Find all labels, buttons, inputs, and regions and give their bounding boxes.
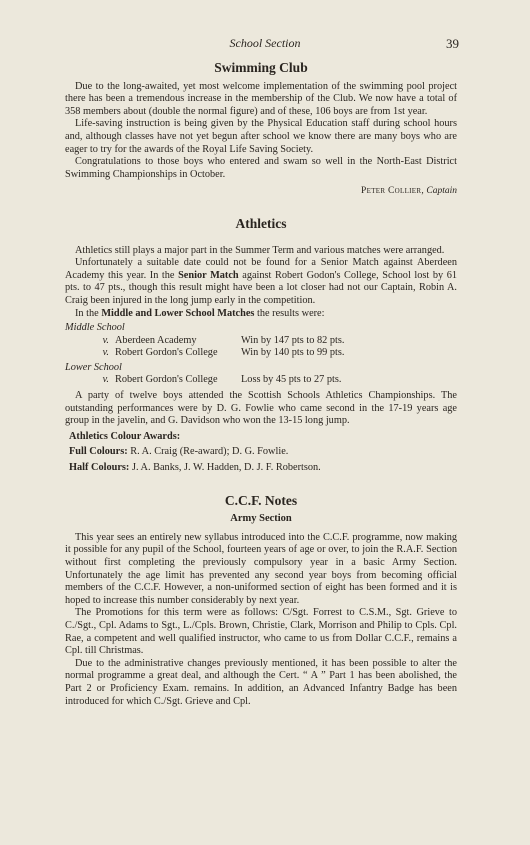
swimming-heading: Swimming Club <box>214 60 308 75</box>
athletics-heading: Athletics <box>235 215 287 231</box>
ccf-paragraph: Due to the administrative changes previously mentioned, it has been possible to alter the normal programme a great deal, and although the Cert. “ A ” Part 1 has been abolished, the Part 2 or Proficiency Exam. remains. In addition, an Advanced Infantry Badge has been introduced for which C./Sgt. Grieve and Cpl. <box>65 657 457 707</box>
result: Win by 140 pts to 99 pts. <box>241 347 345 359</box>
swimming-paragraph: Life-saving instruction is being given by the Physical Education staff during school hours and, although classes have not yet begun after school we know there are many boys who are eager to try for the awards of the Royal Life Saving Society. <box>65 118 457 155</box>
result: Win by 147 pts to 82 pts. <box>241 334 345 346</box>
full-colours: Full Colours: R. A. Craig (Re-award); D. G. Fowlie. <box>69 446 289 458</box>
signature-role: Captain <box>426 186 457 197</box>
matches-label: Middle and Lower School Matches <box>101 307 255 319</box>
page-content <box>65 62 457 708</box>
colour-awards-heading: Athletics Colour Awards: <box>69 430 181 442</box>
opponent: Robert Gordon's College <box>115 347 218 359</box>
middle-school-label: Middle School <box>65 322 125 334</box>
swimming-paragraph: Congratulations to those boys who entered and swam so well in the North-East District Swimming Championships in October. <box>65 156 457 180</box>
opponent: Robert Gordon's College <box>115 374 218 386</box>
result-row: v. Aberdeen Academy Win by 147 pts to 82 pts. <box>65 335 457 348</box>
half-colours: Half Colours: J. A. Banks, J. W. Hadden, D. J. F. Robertson. <box>69 462 321 474</box>
athletics-paragraph: A party of twelve boys attended the Scottish Schools Athletics Championships. The outstanding performances were by D. G. Fowlie who came second in the 17-19 years age group in the javelin, and G. Davidson who won the 13-15 long jump. <box>65 390 457 427</box>
swimming-signature <box>65 185 457 198</box>
result: Loss by 45 pts to 27 pts. <box>241 374 342 386</box>
ccf-paragraph: This year sees an entirely new syllabus introduced into the C.C.F. programme, now making it possible for any pupil of the School, fourteen years of age or over, to join the R.A.F. Section without first completing the previously compulsory year in a basic Army Section. Unfortunately the age limit has prevented any second year boys from becoming official members of the C.C.F. However, a non-uniformed section of eight has been formed and it is hoped to increase this number considerably by next year. <box>65 531 457 606</box>
ccf-heading: C.C.F. Notes <box>224 492 298 508</box>
ccf-paragraph: The Promotions for this term were as follows: C/Sgt. Forrest to C.S.M., Sgt. Grieve to C./Sgt., Cpl. Adams to Sgt., L./Cpls. Brown, Christie, Clark, Morrison and Philip to Cpls. Cpl. Rae, a competent and well qualified instructor, who came to us from Dollar C.C.F., remains a Cpl. till Christmas. <box>65 607 457 657</box>
running-head <box>0 36 530 52</box>
result-row: v. Robert Gordon's College Win by 140 pts to 99 pts. <box>65 347 457 360</box>
page-number: 39 <box>446 36 459 51</box>
athletics-paragraph: Athletics still plays a major part in the Summer Term and various matches were arranged. <box>75 244 445 256</box>
senior-match-label: Senior Match <box>178 269 239 281</box>
result-row: v. Robert Gordon's College Loss by 45 pts to 27 pts. <box>65 374 457 387</box>
section-title: School Section <box>229 36 301 50</box>
swimming-paragraph: Due to the long-awaited, yet most welcome implementation of the swimming pool project there has been a tremendous increase in the membership of the Club. We now have a total of 358 members about (double the normal figure) and of these, 106 boys are from 1st year. <box>65 80 457 117</box>
signature-name: Peter Collier, <box>361 186 424 197</box>
opponent: Aberdeen Academy <box>115 334 197 346</box>
army-section-heading: Army Section <box>230 513 292 525</box>
lower-school-label: Lower School <box>65 361 122 373</box>
athletics-paragraph: In the Middle and Lower School Matches the results were: <box>75 307 325 319</box>
athletics-paragraph: Unfortunately a suitable date could not be found for a Senior Match against Aberdeen Academy this year. In the Senior Match against Robert Godon's College, School lost by 61 pts. to 47 pts., though this result might have been a lot closer had not our Captain, Robin A. Craig been injured in the long jump early in the competition. <box>65 257 458 306</box>
